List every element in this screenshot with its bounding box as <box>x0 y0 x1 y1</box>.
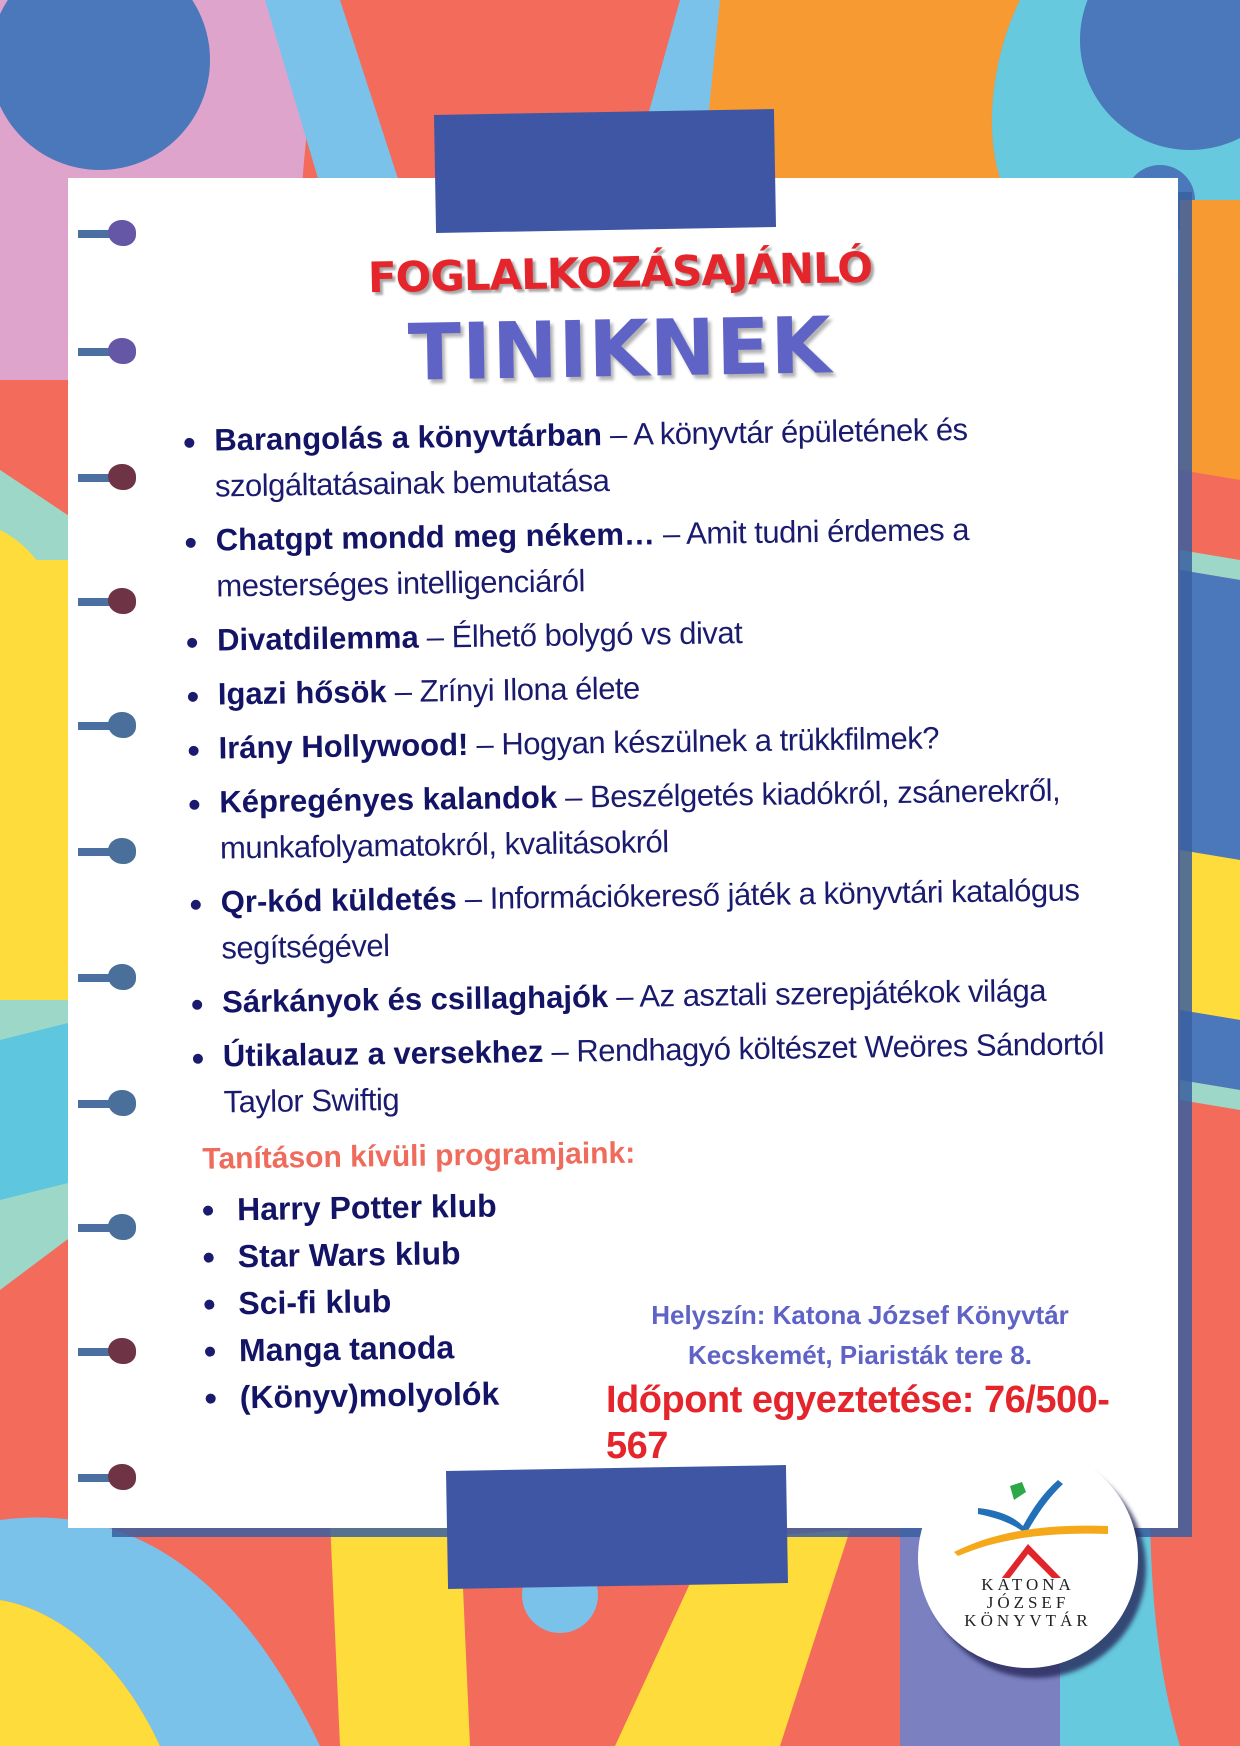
logo-text: KATONA JÓZSEF KÖNYVTÁR <box>964 1575 1092 1630</box>
location-line-1: Helyszín: Katona József Könyvtár <box>651 1300 1069 1330</box>
binder-ring <box>78 962 142 992</box>
binder-ring <box>78 462 142 492</box>
club-item: Sci-fi klub <box>190 1269 1121 1326</box>
tape-top <box>434 109 776 233</box>
binder-ring <box>78 836 142 866</box>
topic-list <box>178 405 1118 1126</box>
club-item: Harry Potter klub <box>189 1175 1120 1232</box>
topic-item: Qr-kód küldetés – Információkereső játék a könyvtári katalógus segítségével <box>184 867 1115 972</box>
library-logo <box>918 1448 1138 1668</box>
topic-title: Igazi hősök <box>217 674 387 712</box>
binder-ring <box>78 1212 142 1242</box>
appointment-phone: Időpont egyeztetése: 76/500-567 <box>606 1379 1110 1467</box>
topic-item: Útikalauz a versekhez – Rendhagyó költészet Weöres Sándortól Taylor Swiftig <box>187 1021 1118 1126</box>
topic-description: Élhető bolygó vs divat <box>451 615 743 655</box>
topic-item: Sárkányok és csillaghajók – Az asztali szerepjátékok világa <box>186 967 1117 1026</box>
topic-title: Útikalauz a versekhez <box>222 1033 544 1074</box>
binder-ring <box>78 586 142 616</box>
topic-description: Amit tudni érdemes a mesterséges intelligenciáról <box>216 511 970 604</box>
topic-title: Qr-kód küldetés <box>220 881 457 920</box>
location-info <box>630 1295 1090 1375</box>
topic-title: Divatdilemma <box>216 619 419 658</box>
club-item: Star Wars klub <box>189 1222 1120 1279</box>
topic-description: Zrínyi Ilona élete <box>419 670 641 709</box>
binder-ring <box>78 1336 142 1366</box>
topic-item: Chatgpt mondd meg nékem… – Amit tudni érdemes a mesterséges intelligenciáról <box>179 505 1110 610</box>
topic-description: Az asztali szerepjátékok világa <box>639 972 1047 1014</box>
extracurricular-heading: Tanításon kívüli programjaink: <box>202 1136 636 1176</box>
topic-title: Irány Hollywood! <box>218 726 469 766</box>
topic-title: Chatgpt mondd meg nékem… <box>215 516 656 558</box>
club-item: Manga tanoda <box>191 1316 1122 1373</box>
binder-ring <box>78 710 142 740</box>
headline: FOGLALKOZÁSAJÁNLÓ <box>367 242 873 303</box>
club-item: (Könyv)molyolók <box>191 1363 1122 1420</box>
tape-bottom <box>446 1465 788 1589</box>
topic-title: Képregényes kalandok <box>219 779 558 820</box>
binder-ring <box>78 1462 142 1492</box>
library-logo-icon <box>918 1448 1138 1578</box>
binder-ring <box>78 1088 142 1118</box>
topic-item: Képregényes kalandok – Beszélgetés kiadókról, zsánerekről, munkafolyamatokról, kvalitásokról <box>183 767 1114 872</box>
poster-content <box>178 405 1122 1423</box>
topic-description: Hogyan készülnek a trükkfilmek? <box>501 720 940 762</box>
topic-item: Irány Hollywood! – Hogyan készülnek a trükkfilmek? <box>182 713 1113 772</box>
topic-item: Divatdilemma – Élhető bolygó vs divat <box>181 605 1112 664</box>
binder-ring <box>78 218 142 248</box>
topic-item: Igazi hősök – Zrínyi Ilona élete <box>182 659 1113 718</box>
topic-title: Barangolás a könyvtárban <box>214 417 603 458</box>
topic-description: A könyvtár épületének és szolgáltatásainak bemutatása <box>214 411 968 504</box>
topic-item: Barangolás a könyvtárban – A könyvtár épületének és szolgáltatásainak bemutatása <box>178 405 1109 510</box>
topic-description: Rendhagyó költészet Weöres Sándortól Taylor Swiftig <box>223 1026 1105 1120</box>
topic-title: Sárkányok és csillaghajók <box>221 979 609 1020</box>
topic-description: Információkereső játék a könyvtári katalógus segítségével <box>221 872 1080 966</box>
location-line-2: Kecskemét, Piaristák tere 8. <box>688 1340 1032 1370</box>
subheadline: TINIKNEK <box>407 301 833 399</box>
topic-description: Beszélgetés kiadókról, zsánerekről, munkafolyamatokról, kvalitásokról <box>219 772 1061 866</box>
